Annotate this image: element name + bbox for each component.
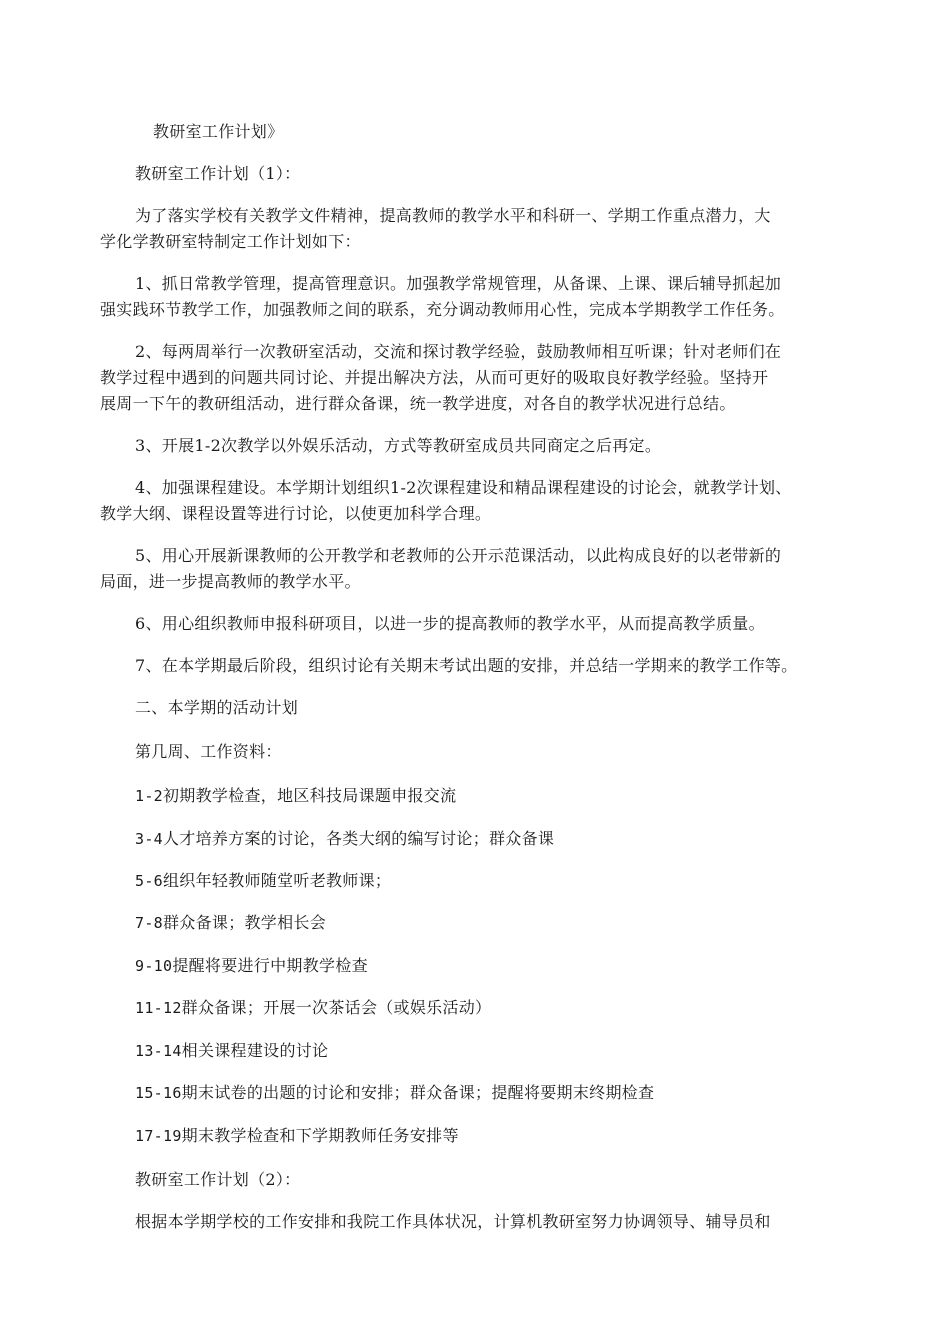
schedule-task: 人才培养方案的讨论，各类大纲的编写讨论；群众备课: [163, 829, 555, 848]
schedule-row: [135, 869, 391, 893]
schedule-row: [135, 996, 491, 1020]
schedule-row: [135, 911, 326, 935]
section-heading-1: 教研室工作计划（1）：: [135, 164, 301, 183]
schedule-task: 期末教学检查和下学期教师任务安排等: [181, 1126, 459, 1145]
schedule-weeks: 17-19: [135, 1127, 182, 1145]
schedule-task: 相关课程建设的讨论: [181, 1041, 329, 1060]
schedule-row: [135, 1081, 654, 1105]
item-5-line-1: 5、用心开展新课教师的公开教学和老教师的公开示范课活动，以此构成良好的以老带新的: [135, 546, 782, 565]
item-2-line-1: 2、每两周举行一次教研室活动，交流和探讨教学经验，鼓励教师相互听课；针对老师们在: [135, 342, 782, 361]
item-5-line-2: 局面，进一步提高教师的教学水平。: [100, 572, 361, 591]
item-7-line-1: 7、在本学期最后阶段，组织讨论有关期末考试出题的安排，并总结一学期来的教学工作等。: [135, 656, 798, 675]
schedule-weeks: 3-4: [135, 830, 163, 848]
schedule-task: 组织年轻教师随堂听老教师课；: [163, 871, 392, 890]
section-heading-3: 教研室工作计划（2）：: [135, 1170, 301, 1189]
schedule-weeks: 7-8: [135, 914, 163, 932]
schedule-weeks: 13-14: [135, 1042, 182, 1060]
item-3-line-1: 3、开展1-2次教学以外娱乐活动，方式等教研室成员共同商定之后再定。: [135, 436, 662, 455]
schedule-row: [135, 954, 368, 978]
schedule-task: 群众备课；开展一次茶话会（或娱乐活动）: [181, 998, 492, 1017]
schedule-task: 期末试卷的出题的讨论和安排；群众备课；提醒将要期末终期检查: [181, 1083, 655, 1102]
schedule-weeks: 15-16: [135, 1084, 182, 1102]
intro-line-1: 为了落实学校有关教学文件精神，提高教师的教学水平和科研一、学期工作重点潜力，大: [135, 206, 771, 225]
schedule-row: [135, 1124, 459, 1148]
item-2-line-2: 教学过程中遇到的问题共同讨论、并提出解决方法，从而可更好的吸取良好教学经验。坚持开: [100, 368, 769, 387]
schedule-weeks: 1-2: [135, 787, 163, 805]
schedule-task: 群众备课；教学相长会: [163, 913, 327, 932]
schedule-row: [135, 784, 456, 808]
schedule-weeks: 11-12: [135, 999, 182, 1017]
schedule-weeks: 9-10: [135, 957, 173, 975]
item-4-line-1: 4、加强课程建设。本学期计划组织1-2次课程建设和精品课程建设的讨论会，就教学计划、: [135, 478, 792, 497]
schedule-task: 提醒将要进行中期教学检查: [172, 956, 368, 975]
section-heading-2: 二、本学期的活动计划: [135, 698, 299, 717]
final-line: 根据本学期学校的工作安排和我院工作具体状况，计算机教研室努力协调领导、辅导员和: [135, 1212, 771, 1231]
schedule-row: [135, 1039, 328, 1063]
week-heading: 第几周、工作资料：: [135, 742, 282, 761]
item-6-line-1: 6、用心组织教师申报科研项目，以进一步的提高教师的教学水平，从而提高教学质量。: [135, 614, 765, 633]
schedule-weeks: 5-6: [135, 872, 163, 890]
document-title: 教研室工作计划》: [153, 122, 284, 141]
schedule-row: [135, 827, 554, 851]
item-1-line-2: 强实践环节教学工作，加强教师之间的联系，充分调动教师用心性，完成本学期教学工作任务。: [100, 300, 785, 319]
item-1-line-1: 1、抓日常教学管理，提高管理意识。加强教学常规管理，从备课、上课、课后辅导抓起加: [135, 274, 782, 293]
item-4-line-2: 教学大纲、课程设置等进行讨论，以使更加科学合理。: [100, 504, 492, 523]
intro-line-2: 学化学教研室特制定工作计划如下：: [100, 232, 361, 251]
item-2-line-3: 展周一下午的教研组活动，进行群众备课，统一教学进度，对各自的教学状况进行总结。: [100, 394, 736, 413]
schedule-task: 初期教学检查，地区科技局课题申报交流: [163, 786, 457, 805]
